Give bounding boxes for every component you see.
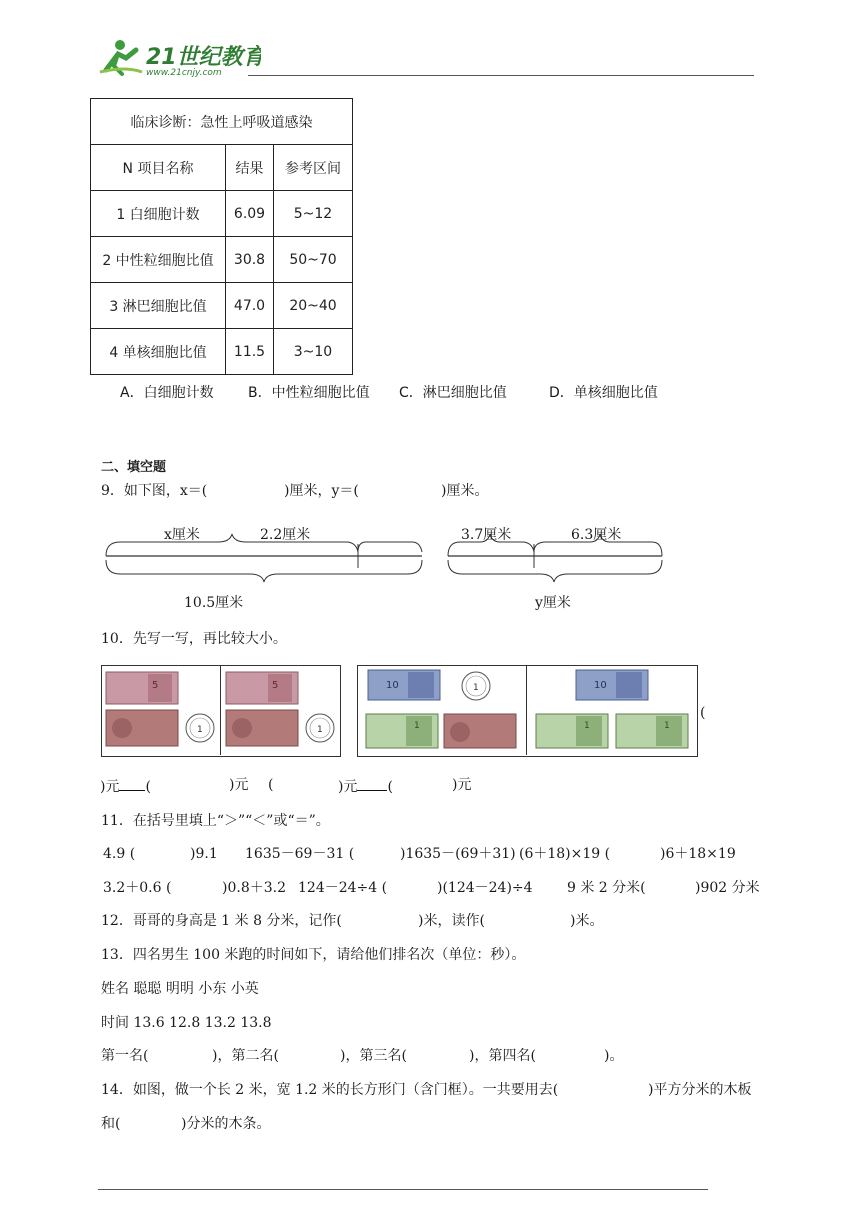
coin-1-jiao [306,714,334,742]
q13-rank-b: )，第二名( [212,1048,279,1064]
q10-line-d: )元 [452,777,472,793]
banknote-5-jiao [444,714,516,748]
table-header: N 项目名称 [91,145,226,191]
coin-value: 1 [197,725,203,735]
q9-text-b: )厘米，y＝( [284,483,359,499]
q12-c: )米。 [570,913,604,929]
q10-line-c: )元 [338,779,358,795]
note-value: 1 [414,721,420,731]
q10-paren-open: ( [700,705,706,721]
table-cell: 3~10 [274,329,353,375]
q11-text: 11．在括号里填上“＞”“＜”或“＝”。 [101,813,330,829]
comparison-blank [119,776,145,791]
label-6-3: 6.3厘米 [571,527,622,543]
banknote-1-yuan [616,714,688,748]
coin-1-jiao [186,714,214,742]
q11-r1-a-right: )9.1 [190,846,218,862]
q11-r2-b-right: )(124－24)÷4 [437,880,533,896]
q11-r2-a-left: 3.2＋0.6 ( [103,880,172,896]
q11-r2-b-left: 124－24÷4 ( [298,880,388,896]
choice-c: C．淋巴细胞比值 [399,385,507,401]
table-cell: 5~12 [274,191,353,237]
section-title: 二、填空题 [101,460,167,475]
note-value: 1 [584,721,590,731]
table-header-row [91,145,353,191]
table-cell: 20~40 [274,283,353,329]
q13-rank-a: 第一名( [101,1048,149,1064]
banknote-10-yuan [368,670,440,700]
table-header: 参考区间 [274,145,353,191]
banknote-1-yuan [366,714,438,748]
banknote-1-yuan [536,714,608,748]
q13-rank-d: )，第四名( [469,1048,536,1064]
money-left-illustration [102,666,338,754]
q11-r1-c-left: (6＋18)×19 ( [519,846,611,862]
q12-a: 12．哥哥的身高是 1 米 8 分米，记作( [101,913,342,929]
note-value: 10 [594,680,607,691]
banknote-5-jiao [226,710,298,746]
comparison-blank [357,776,387,791]
q10-blank-line [100,776,151,796]
table-cell: 3 淋巴细胞比值 [91,283,226,329]
table-cell: 4 单核细胞比值 [91,329,226,375]
q14-line1-b: )平方分米的木板 [648,1082,752,1098]
logo-url: www.21cnjy.com [146,68,222,78]
note-value: 5 [152,680,159,691]
q13-times: 时间 13.6 12.8 13.2 13.8 [101,1015,272,1031]
q10-blank-line-2 [338,776,393,796]
label-3-7: 3.7厘米 [461,527,512,543]
table-cell: 1 白细胞计数 [91,191,226,237]
money-right-illustration [358,666,695,754]
q14-line1-a: 14．如图，做一个长 2 米，宽 1.2 米的长方形门（含门框）。一共要用去( [101,1082,559,1098]
q11-r1-c-right: )6＋18×19 [660,846,736,862]
q11-r2-a-right: )0.8＋3.2 [222,880,286,896]
footer-rule [98,1189,708,1190]
banknote-5-yuan [106,672,178,704]
label-y: y厘米 [535,595,571,611]
coin-1-jiao [462,672,490,700]
q11-r1-b-right: )1635－(69＋31) [400,846,516,862]
table-cell: 47.0 [226,283,274,329]
q10-paren-2: ( [145,779,151,795]
header-rule [248,75,754,76]
q12-b: )米，读作( [418,913,485,929]
label-10-5: 10.5厘米 [184,595,244,611]
q11-r1-a-left: 4.9 ( [103,846,136,862]
logo-text: 21世纪教育 [146,45,261,70]
table-row [91,191,353,237]
table-cell: 11.5 [226,329,274,375]
table-caption: 临床诊断：急性上呼吸道感染 [91,99,353,145]
q14-line2-b: )分米的木条。 [181,1116,271,1132]
choice-b: B．中性粒细胞比值 [248,385,370,401]
q9-text-c: )厘米。 [441,483,489,499]
q10-line-b: )元 [229,777,249,793]
q13-rank-e: )。 [604,1048,624,1064]
coin-value: 1 [473,683,479,693]
table-cell: 30.8 [226,237,274,283]
q9-text-a: 9．如下图，x＝( [101,483,208,499]
choice-d: D．单核细胞比值 [549,385,658,401]
q10-paren-3: ( [268,777,274,793]
label-2-2: 2.2厘米 [260,527,311,543]
coin-value: 1 [317,725,323,735]
table-row [91,283,353,329]
q13-names: 姓名 聪聪 明明 小东 小英 [101,981,259,997]
q13-rank-c: )，第三名( [340,1048,407,1064]
q11-r1-b-left: 1635－69－31 ( [245,846,355,862]
banknote-5-yuan [226,672,298,704]
table-cell: 6.09 [226,191,274,237]
note-value: 10 [386,680,399,691]
q10-line-a: )元 [100,779,120,795]
q13-text: 13．四名男生 100 米跑的时间如下，请给他们排名次（单位：秒）。 [101,947,526,963]
table-row [91,329,353,375]
q14-line2-a: 和( [101,1116,121,1132]
table-caption-row [91,99,353,145]
q11-r2-c-left: 9 米 2 分米( [567,880,646,896]
q11-r2-c-right: )902 分米 [695,880,760,896]
banknote-10-yuan [576,670,648,700]
note-value: 1 [664,721,670,731]
label-x: x厘米 [164,527,200,543]
table-cell: 50~70 [274,237,353,283]
lab-results-table [90,98,353,375]
note-value: 5 [272,680,279,691]
choice-a: A．白细胞计数 [120,385,214,401]
table-header: 结果 [226,145,274,191]
site-logo [96,36,261,78]
q10-paren-4: ( [387,779,393,795]
table-cell: 2 中性粒细胞比值 [91,237,226,283]
banknote-5-jiao [106,710,178,746]
q10-text: 10．先写一写，再比较大小。 [101,631,287,647]
table-row [91,237,353,283]
